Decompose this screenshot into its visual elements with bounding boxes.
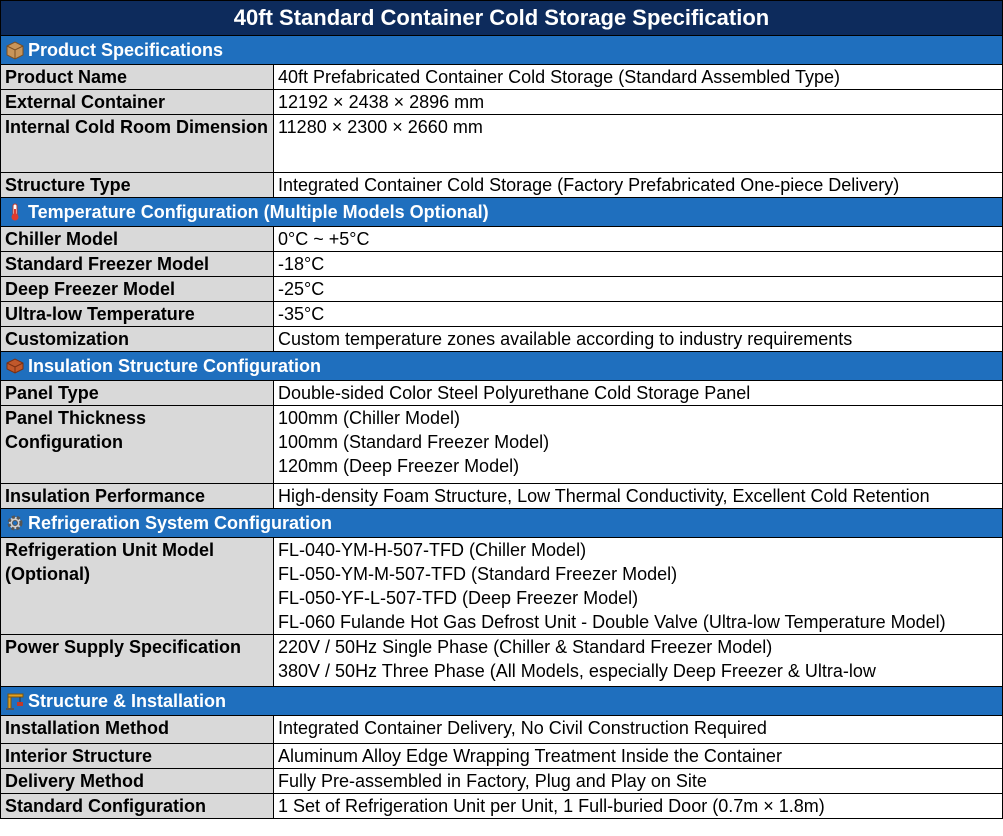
spec-value: 12192 × 2438 × 2896 mm	[274, 90, 1003, 115]
spec-value: High-density Foam Structure, Low Thermal Conductivity, Excellent Cold Retention	[274, 484, 1003, 509]
spec-value: -35°C	[274, 302, 1003, 327]
spec-label: Insulation Performance	[1, 484, 274, 509]
crane-icon	[5, 691, 25, 711]
section-title: Temperature Configuration (Multiple Models Optional)	[28, 202, 489, 222]
spec-label: Delivery Method	[1, 769, 274, 794]
spec-value: -25°C	[274, 277, 1003, 302]
section-header-product	[1, 36, 1003, 65]
spec-value	[274, 406, 1003, 484]
spec-label: Chiller Model	[1, 227, 274, 252]
spec-value: 40ft Prefabricated Container Cold Storage (Standard Assembled Type)	[274, 65, 1003, 90]
spec-value: Integrated Container Delivery, No Civil Construction Required	[274, 716, 1003, 744]
spec-value: 0°C ~ +5°C	[274, 227, 1003, 252]
value-line: 380V / 50Hz Three Phase (All Models, especially Deep Freezer & Ultra-low	[278, 661, 876, 681]
spec-label: Customization	[1, 327, 274, 352]
section-title: Product Specifications	[28, 40, 224, 60]
spec-value: -18°C	[274, 252, 1003, 277]
package-icon	[5, 40, 25, 60]
spec-label: Structure Type	[1, 173, 274, 198]
spec-value: Aluminum Alloy Edge Wrapping Treatment Inside the Container	[274, 744, 1003, 769]
spec-label: Product Name	[1, 65, 274, 90]
spec-label: Refrigeration Unit Model (Optional)	[1, 538, 274, 635]
section-title: Refrigeration System Configuration	[28, 513, 333, 533]
spec-value: Integrated Container Cold Storage (Factory Prefabricated One-piece Delivery)	[274, 173, 1003, 198]
section-header-refrigeration	[1, 509, 1003, 538]
spec-label: Interior Structure	[1, 744, 274, 769]
section-title: Structure & Installation	[28, 691, 227, 711]
value-line: 220V / 50Hz Single Phase (Chiller & Standard Freezer Model)	[278, 637, 773, 657]
section-header-installation	[1, 687, 1003, 716]
section-header-insulation	[1, 352, 1003, 381]
section-title: Insulation Structure Configuration	[28, 356, 321, 376]
thermometer-icon	[5, 202, 25, 222]
brick-icon	[5, 356, 25, 376]
spec-label: Panel Type	[1, 381, 274, 406]
spec-label: Standard Freezer Model	[1, 252, 274, 277]
value-line: 100mm (Chiller Model)	[278, 408, 461, 428]
value-line: 120mm (Deep Freezer Model)	[278, 456, 520, 476]
spec-value	[274, 538, 1003, 635]
spec-label: Ultra-low Temperature	[1, 302, 274, 327]
spec-label: Standard Configuration	[1, 794, 274, 819]
value-line: FL-060 Fulande Hot Gas Defrost Unit - Double Valve (Ultra-low Temperature Model)	[278, 612, 946, 632]
spec-label: External Container	[1, 90, 274, 115]
spec-label: Installation Method	[1, 716, 274, 744]
spec-value: Fully Pre-assembled in Factory, Plug and Play on Site	[274, 769, 1003, 794]
spec-label: Power Supply Specification	[1, 635, 274, 687]
gear-icon	[5, 513, 25, 533]
section-header-temperature	[1, 198, 1003, 227]
value-line: FL-050-YF-L-507-TFD (Deep Freezer Model)	[278, 588, 639, 608]
value-line: FL-050-YM-M-507-TFD (Standard Freezer Model)	[278, 564, 678, 584]
value-line: 100mm (Standard Freezer Model)	[278, 432, 550, 452]
page-title: 40ft Standard Container Cold Storage Specification	[1, 1, 1003, 36]
spec-value: Custom temperature zones available according to industry requirements	[274, 327, 1003, 352]
spec-label: Panel Thickness Configuration	[1, 406, 274, 484]
spec-value: 1 Set of Refrigeration Unit per Unit, 1 Full-buried Door (0.7m × 1.8m)	[274, 794, 1003, 819]
spec-value: 11280 × 2300 × 2660 mm	[274, 115, 1003, 173]
spec-value: Double-sided Color Steel Polyurethane Cold Storage Panel	[274, 381, 1003, 406]
value-line: FL-040-YM-H-507-TFD (Chiller Model)	[278, 540, 587, 560]
spec-value	[274, 635, 1003, 687]
spec-label: Internal Cold Room Dimension	[1, 115, 274, 173]
spec-label: Deep Freezer Model	[1, 277, 274, 302]
